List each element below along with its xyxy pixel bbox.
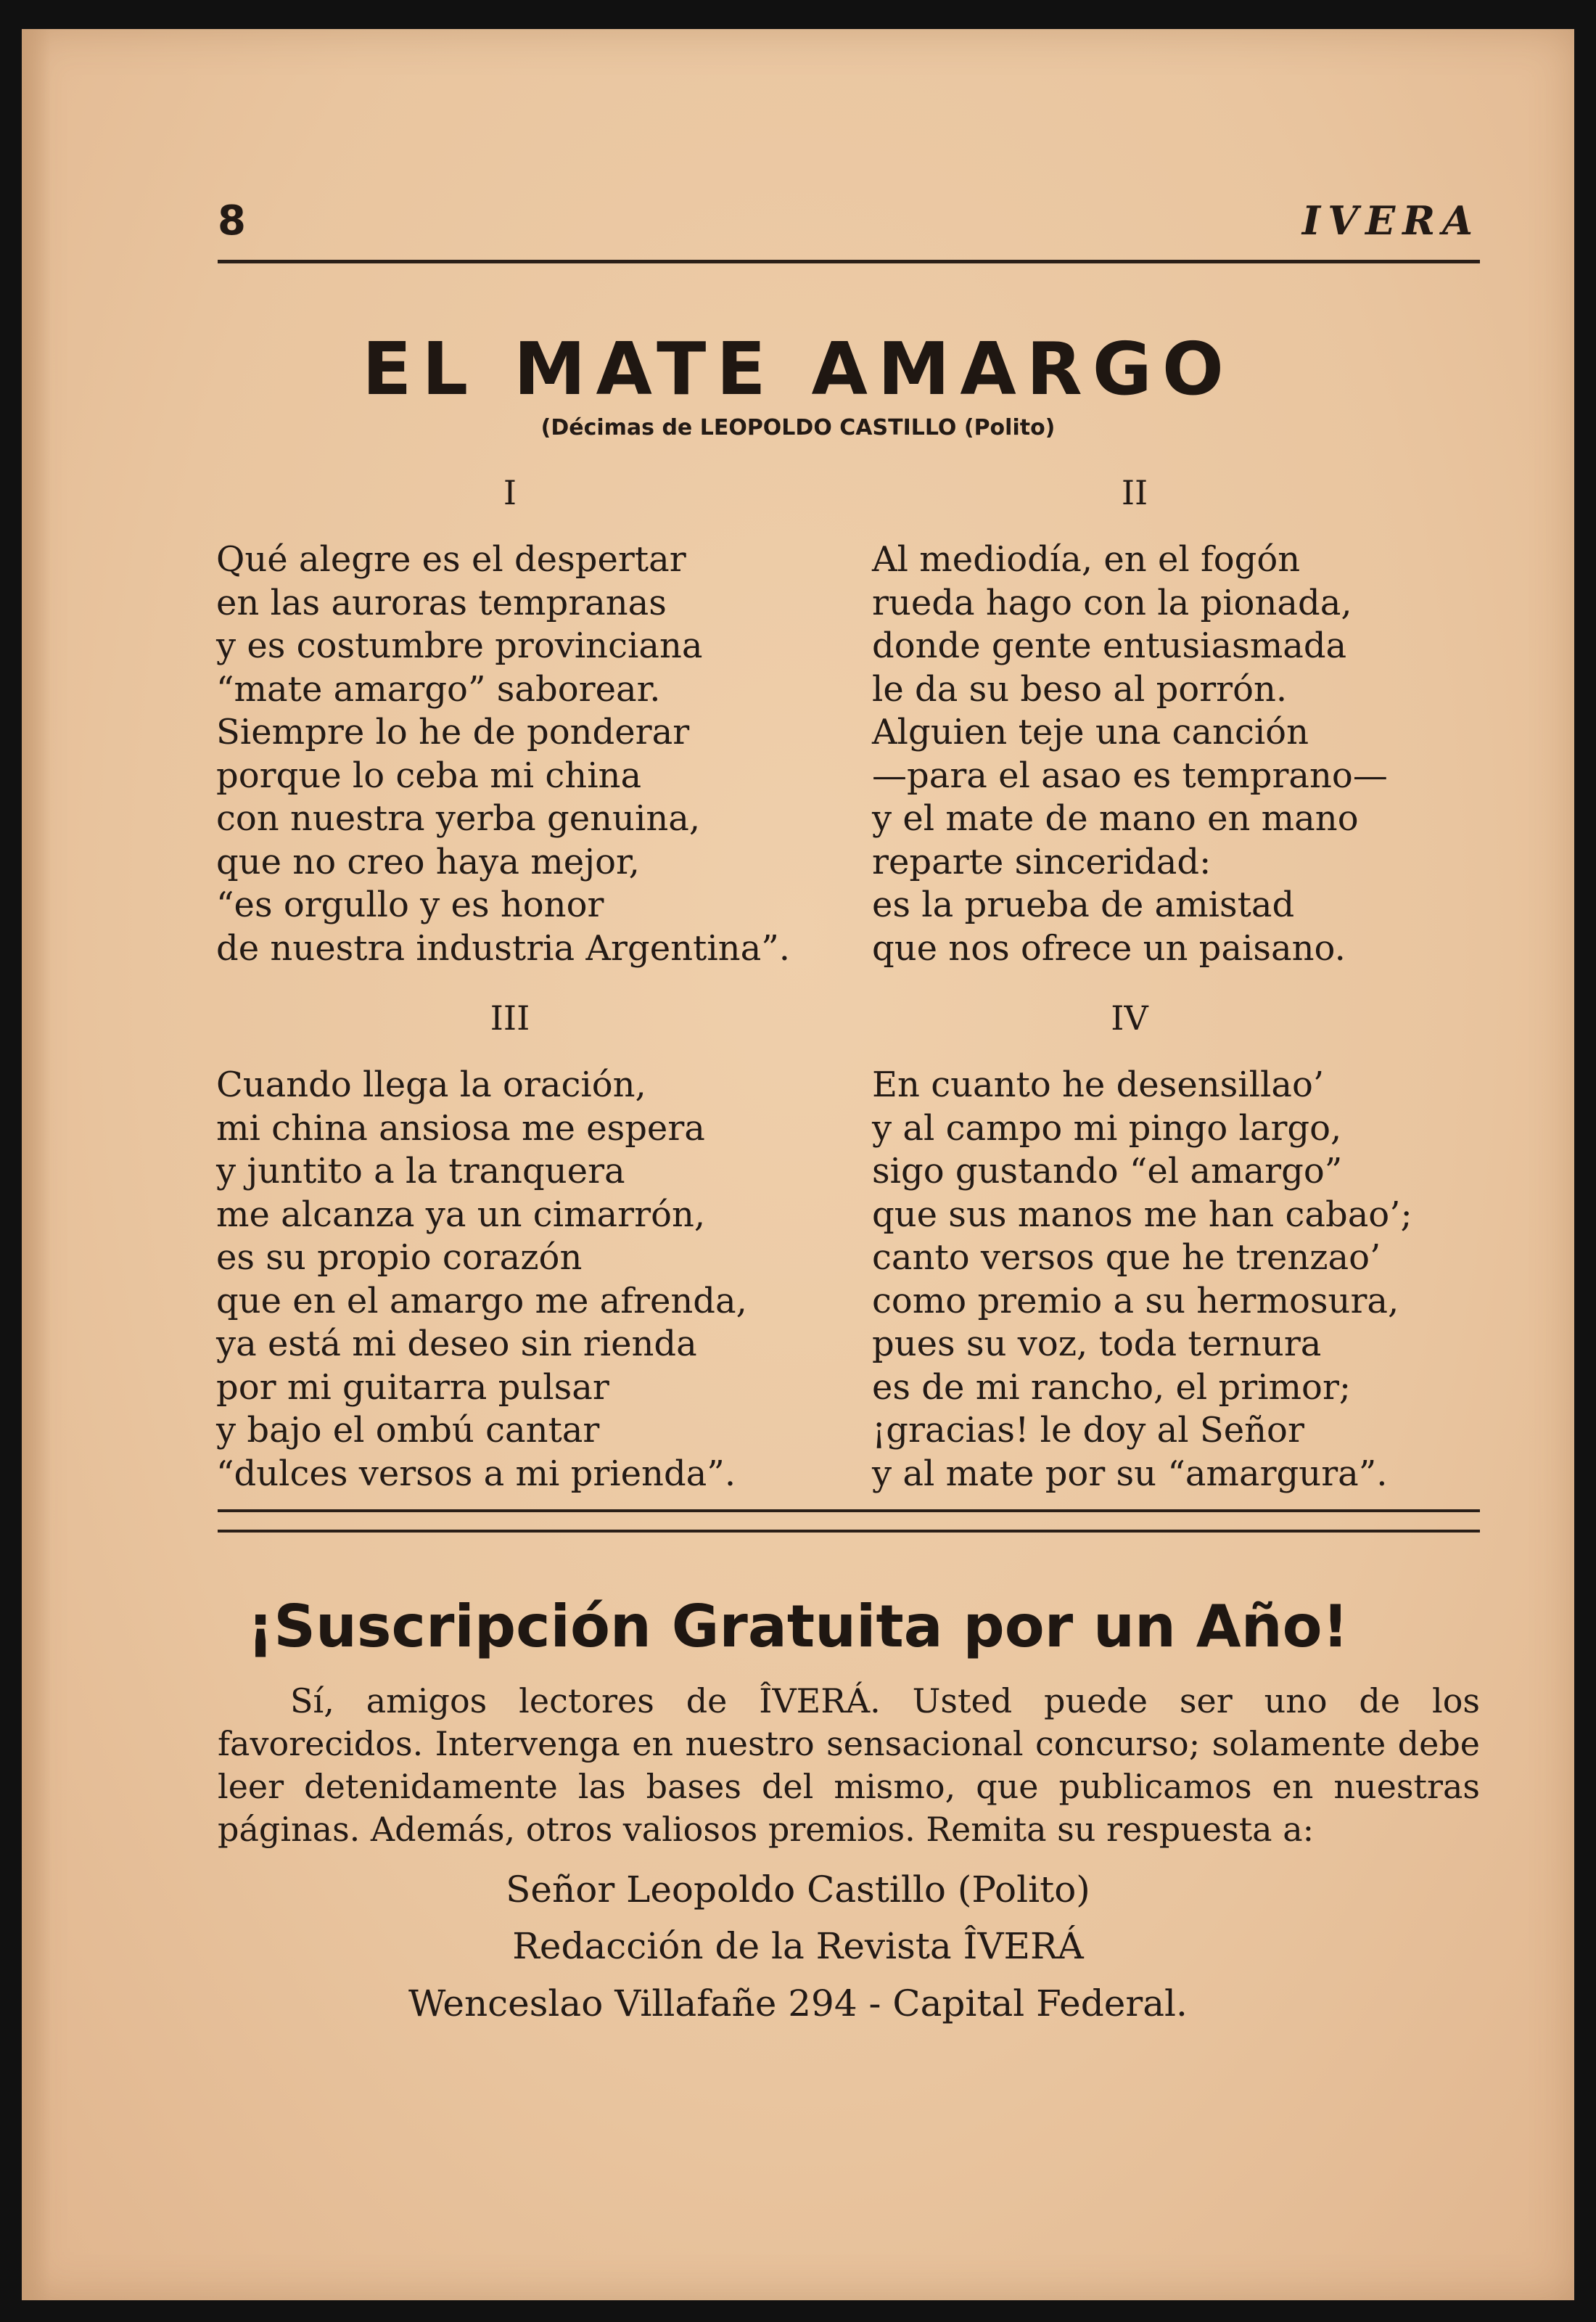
stanza-numeral: II [1121, 473, 1148, 512]
verse-line: ¡gracias! le doy al Señor [872, 1410, 1304, 1451]
poem-title: EL MATE AMARGO [362, 327, 1234, 411]
verse-line: que en el amargo me afrenda, [216, 1280, 747, 1321]
verse-line: “es orgullo y es honor [216, 885, 604, 925]
verse-line: “mate amargo” saborear. [216, 668, 661, 710]
verse-line: me alcanza ya un cimarrón, [216, 1194, 706, 1235]
verse-line: es la prueba de amistad [872, 885, 1295, 925]
magazine-page [22, 29, 1574, 2300]
magazine-name: IVERA [1301, 197, 1480, 244]
verse-line: —para el asao es temprano— [872, 755, 1388, 796]
verse-line: le da su beso al porrón. [872, 668, 1288, 710]
verse-line: sigo gustando “el amargo” [872, 1151, 1343, 1191]
header-rule [218, 260, 1480, 263]
verse-line: pues su voz, toda ternura [872, 1324, 1322, 1364]
stanza-numeral: IV [1111, 998, 1148, 1038]
stanza-numeral: III [490, 998, 530, 1038]
stanza-numeral: I [503, 473, 517, 512]
address-line-office: Redacción de la Revista ÎVERÁ [512, 1925, 1084, 1967]
stanza-lines [872, 538, 1388, 970]
section-divider-lower [218, 1530, 1480, 1533]
verse-line: porque lo ceba mi china [216, 755, 642, 796]
verse-line: de nuestra industria Argentina”. [216, 927, 790, 969]
verse-line: y juntito a la tranquera [216, 1151, 625, 1191]
poem-subtitle: (Décimas de LEOPOLDO CASTILLO (Polito) [540, 415, 1056, 440]
verse-line: por mi guitarra pulsar [216, 1366, 609, 1408]
stanza-3 [216, 998, 869, 1506]
verse-line: y al mate por su “amargura”. [872, 1453, 1388, 1494]
address-line-street: Wenceslao Villafañe 294 - Capital Federal. [408, 1982, 1188, 2024]
verse-line: En cuanto he desensillao’ [872, 1064, 1325, 1105]
stanza-lines [216, 1064, 747, 1496]
verse-line: Siempre lo he de ponderar [216, 712, 690, 752]
verse-line: que no creo haya mejor, [216, 841, 640, 882]
verse-line: reparte sinceridad: [872, 841, 1212, 882]
stanza-lines [216, 538, 790, 970]
stanza-4 [872, 998, 1525, 1506]
verse-line: como premio a su hermosura, [872, 1280, 1399, 1321]
verse-line: Alguien teje una canción [872, 712, 1309, 752]
verse-line: y al campo mi pingo largo, [872, 1107, 1342, 1149]
verse-line: que sus manos me han cabao’; [872, 1194, 1412, 1235]
address-line-recipient: Señor Leopoldo Castillo (Polito) [506, 1868, 1090, 1911]
verse-line: Al mediodía, en el fogón [872, 539, 1301, 580]
verse-line: “dulces versos a mi prienda”. [216, 1453, 736, 1494]
verse-line: mi china ansiosa me espera [216, 1107, 705, 1149]
page-number: 8 [218, 197, 246, 245]
verse-line: con nuestra yerba genuina, [216, 798, 701, 839]
verse-line: y bajo el ombú cantar [216, 1410, 600, 1451]
verse-line: en las auroras tempranas [216, 582, 667, 623]
stanza-2 [872, 473, 1525, 981]
promo-body: Sí, amigos lectores de ÎVERÁ. Usted puede ser uno de los favorecidos. Intervenga en nuestro sensacional concurso; solamente debe leer detenidamente las bases del mismo, que publicamos en nuestras páginas. Además, otros valiosos premios. Remita su respuesta a: [218, 1681, 1480, 1849]
verse-line: canto versos que he trenzao’ [872, 1237, 1381, 1278]
promo-title: ¡Suscripción Gratuita por un Año! [247, 1593, 1349, 1660]
verse-line: donde gente entusiasmada [872, 625, 1347, 666]
verse-line: Qué alegre es el despertar [216, 539, 686, 580]
stanza-1 [216, 473, 869, 981]
verse-line: y es costumbre provinciana [216, 625, 703, 666]
verse-line: que nos ofrece un paisano. [872, 927, 1346, 969]
section-divider-upper [218, 1509, 1480, 1512]
verse-line: es su propio corazón [216, 1237, 583, 1278]
verse-line: y el mate de mano en mano [872, 798, 1359, 839]
verse-line: ya está mi deseo sin rienda [216, 1324, 697, 1364]
stanza-lines [872, 1064, 1412, 1496]
verse-line: rueda hago con la pionada, [872, 582, 1352, 623]
verse-line: Cuando llega la oración, [216, 1064, 646, 1105]
verse-line: es de mi rancho, el primor; [872, 1366, 1352, 1408]
